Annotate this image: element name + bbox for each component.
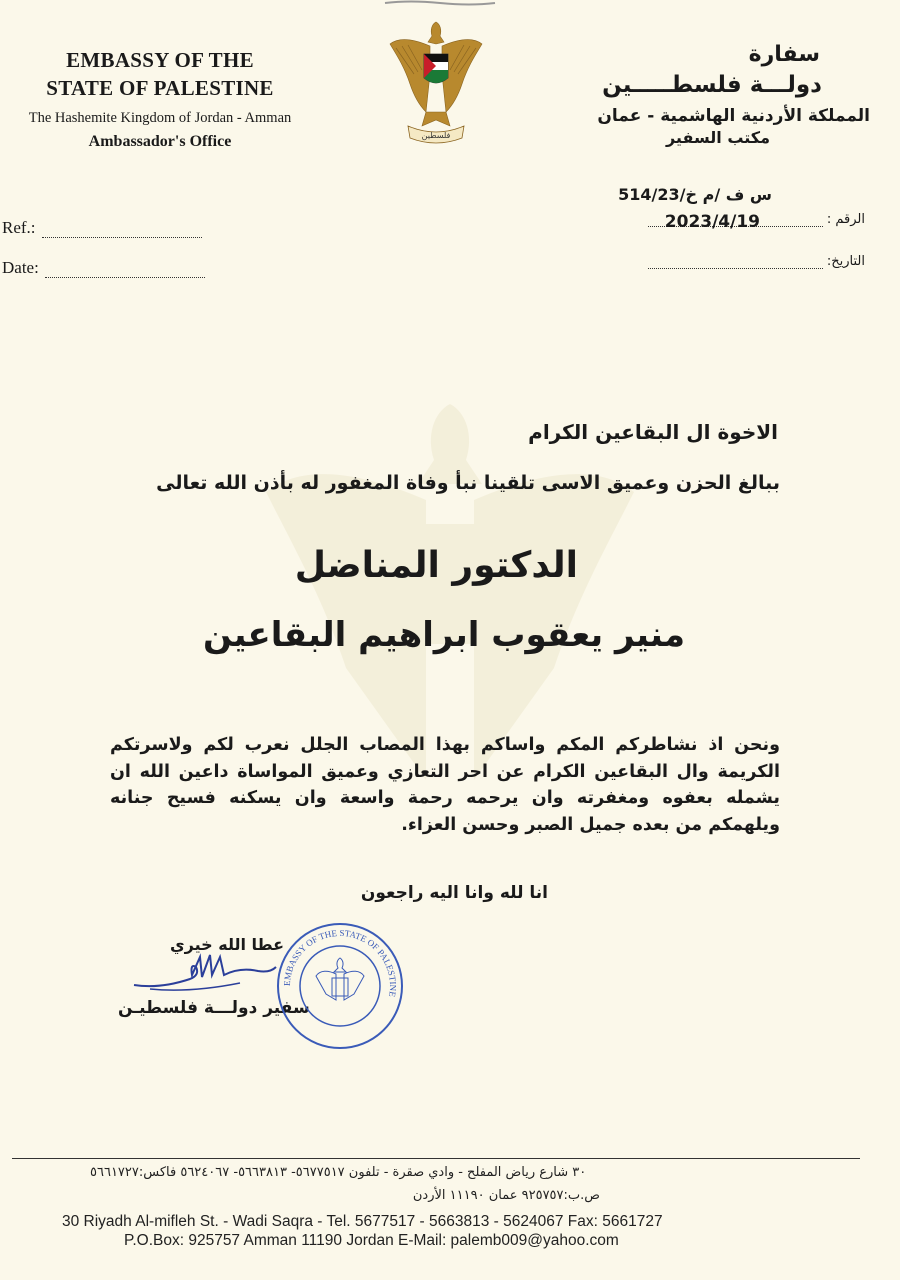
office-name: Ambassador's Office [88, 133, 232, 150]
ar-date-value: 2023/4/19 [664, 212, 760, 232]
english-letterhead [0, 46, 320, 151]
signer-title: سفير دولـــة فلسطيـن [118, 998, 310, 1018]
closing-verse: انا لله وانا اليه راجعون [360, 883, 548, 903]
ref-field [2, 218, 202, 238]
emblem-label: فلسطين [421, 131, 451, 140]
footer-rule [12, 1158, 860, 1159]
footer-address-ar: ٣٠ شارع رياض المفلح - وادي صقرة - تلفون ٥٦٧٧٥١٧- ٥٦٦٣٨١٣- ٥٦٢٤٠٦٧ فاكس:٥٦٦١٧٢٧ [90, 1165, 587, 1180]
date-dotted-line [45, 267, 205, 278]
date-label: Date: [2, 258, 39, 277]
footer-pobox-en: P.O.Box: 925757 Amman 11190 Jordan E-Mail: palemb009@yahoo.com [124, 1232, 619, 1249]
ar-kingdom-line: المملكة الأردنية الهاشمية - عمان [597, 106, 870, 126]
condolence-paragraph: ونحن اذ نشاطركم المكم واساكم بهذا المصاب الجلل نعرب لكم ولاسرتكم الكريمة وال البقاعين الكرام عن احر التعازي وعميق المواساة داعين الله ان يشمله بعفوه ومغفرته وان يرحمه رحمة واسعة وان يسكنه فسيح جنانه ويلهمكم من بعده جميل الصبر وحسن العزاء. [110, 735, 780, 835]
palestine-eagle-emblem-icon [386, 14, 486, 152]
deceased-name: منير يعقوب ابراهيم البقاعين [203, 615, 685, 655]
ar-embassy-line: سفارة [748, 42, 820, 67]
footer-address-en: 30 Riyadh Al-mifleh St. - Wadi Saqra - Tel. 5677517 - 5663813 - 5624067 Fax: 5661727 [62, 1213, 663, 1230]
seal-text: EMBASSY OF THE STATE OF PALESTINE [281, 927, 399, 998]
ar-date-label: التاريخ: [826, 254, 865, 269]
ar-ref-label: الرقم : [826, 212, 865, 227]
embassy-title-line1: EMBASSY OF THE [66, 48, 254, 72]
arabic-letterhead [510, 40, 870, 147]
embassy-location: The Hashemite Kingdom of Jordan - Amman [28, 110, 292, 126]
handwritten-signature-icon [130, 945, 280, 995]
ar-date-dotted-line [648, 258, 823, 269]
ar-state-line: دولـــة فلسطـــــين [602, 72, 822, 98]
ar-reference-number: س ف /م خ/514/23 [618, 185, 772, 204]
ar-office-line: مكتب السفير [665, 128, 770, 147]
embassy-title-line2: STATE OF PALESTINE [46, 76, 274, 100]
ref-dotted-line [42, 227, 202, 238]
ar-date-field [648, 254, 865, 269]
signer-name: عطا الله خيري [170, 935, 285, 954]
greeting-line: الاخوة ال البقاعين الكرام [528, 420, 778, 444]
sorrow-line: ببالغ الحزن وعميق الاسى تلقينا نبأ وفاة المغفور له بأذن الله تعالى [156, 472, 780, 494]
footer-pobox-ar: ص.ب:٩٢٥٧٥٧ عمان ١١١٩٠ الأردن [412, 1188, 600, 1203]
ref-label: Ref.: [2, 218, 36, 237]
top-smudge [380, 0, 500, 6]
deceased-title: الدكتور المناضل [294, 545, 578, 586]
date-field [2, 258, 205, 278]
embassy-seal-stamp [274, 920, 406, 1052]
